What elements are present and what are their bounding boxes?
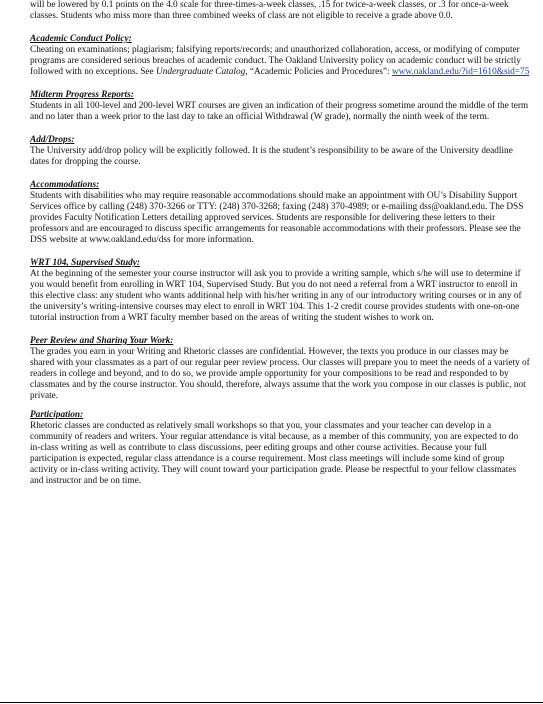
- intro-paragraph: will be lowered by 0.1 points on the 4.0 scale for three-times-a-week classes, .15 for twice-a-week classes, or .3 for once-a-week classes. Students who miss more than three combined weeks of class are not eligible to receive a grade above 0.0.: [30, 0, 509, 21]
- participation-heading: Participation:: [30, 410, 84, 420]
- document-page: [30, 0, 530, 487]
- accommodations-paragraph: Students with disabilities who may require reasonable accommodations should make an appointment with OU’s Disability Support Services office by calling (248) 370-3266 or TTY: (248) 370-3268; faxing (248) 370-4989; or e-mailing dss@oakland.edu. The DSS provides Faculty Notification Letters detailing approved services. Students are responsible for delivering these letters to their professors and are encouraged to discuss specific arrangements for reasonable accommodations with their professors. Please see the DSS website at www.oakland.edu/dss for more information.: [30, 191, 524, 245]
- accommodations-heading: Accommodations:: [30, 180, 100, 190]
- add-drops-paragraph: The University add/drop policy will be explicitly followed. It is the student’s responsibility to be aware of the University deadline dates for dropping the course.: [30, 146, 513, 167]
- catalog-section: “Academic Policies and Procedures”:: [247, 67, 392, 77]
- academic-conduct-heading: Academic Conduct Policy:: [30, 34, 132, 44]
- catalog-title: Undergraduate Catalog,: [156, 67, 248, 77]
- peer-review-paragraph: The grades you earn in your Writing and Rhetoric classes are confidential. However, the texts you produce in our classes may be shared with your classmates as a part of our regular peer review process. Our classes will prepare you to meet the needs of a variety of readers in college and beyond, and to do so, we provide ample opportunity for your compositions to be read and responded to by classmates and by the course instructor. You should, therefore, always assume that the work you compose in our classes is public, not private.: [30, 347, 530, 401]
- wrt104-paragraph: At the beginning of the semester your course instructor will ask you to provide a writing sample, which s/he will use to determine if you would benefit from enrolling in WRT 104, Supervised Study. But you do not need a referral from a WRT instructor to enroll in this elective class: any student who wants additional help with his/her writing in any of our introductory writing courses or in any of the university’s writing-intensive courses may elect to enroll in WRT 104. This 1-2 credit course provides students with one-on-one tutorial instruction from a WRT faculty member based on the areas of writing the student wishes to work on.: [30, 269, 522, 323]
- participation-paragraph: Rhetoric classes are conducted as relatively small workshops so that you, your classmates and your teacher can develop in a community of readers and writers. Your regular attendance is vital because, as a member of this community, you are expected to do in-class writing as well as contribute to class discussions, peer editing groups and other course activities. Because your full participation is expected, regular class attendance is a course requirement. Most class meetings will include some kind of group activity or in-class writing activity. They will count toward your participation grade. Please be respectful to your fellow classmates and instructor and be on time.: [30, 421, 519, 486]
- academic-conduct-paragraph: [30, 45, 530, 78]
- academic-policies-link[interactable]: www.oakland.edu/?id=1610&sid=75: [391, 67, 530, 77]
- wrt104-heading: WRT 104, Supervised Study:: [30, 258, 141, 268]
- midterm-paragraph: Students in all 100-level and 200-level WRT courses are given an indication of their progress sometime around the middle of the term and no later than a week prior to the last day to take an official Withdrawal (W grade), normally the ninth week of the term.: [30, 101, 529, 122]
- peer-review-heading: Peer Review and Sharing Your Work:: [30, 336, 174, 346]
- midterm-heading: Midterm Progress Reports:: [30, 90, 134, 100]
- academic-conduct-body: Cheating on examinations; plagiarism; falsifying reports/records; and unauthorized collaboration, access, or modifying of computer programs are considered serious breaches of academic conduct. The Oakland University policy on academic conduct will be strictly followed with no exceptions. See: [30, 45, 521, 77]
- page-bottom-rule: [0, 702, 543, 703]
- add-drops-heading: Add/Drops:: [30, 135, 75, 145]
